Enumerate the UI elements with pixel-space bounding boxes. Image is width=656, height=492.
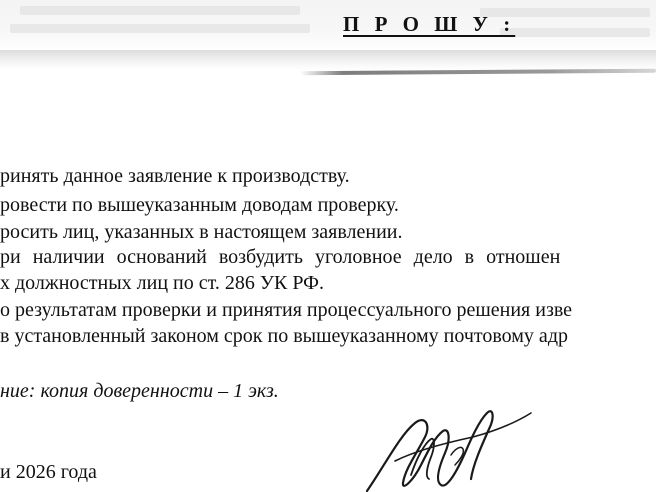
request-item-5: о результатам проверки и принятия процессуального решения изве bbox=[0, 299, 573, 321]
signature bbox=[355, 395, 555, 492]
page-fold-shadow bbox=[0, 50, 656, 70]
request-item-1: ринять данное заявление к производству. bbox=[0, 165, 350, 187]
request-item-3: росить лиц, указанных в настоящем заявлении. bbox=[0, 221, 403, 243]
page-title: П Р О Ш У : bbox=[343, 12, 516, 36]
attachment-note: ние: копия доверенности – 1 экз. bbox=[0, 380, 279, 402]
request-item-2: ровести по вышеуказанным доводам проверку. bbox=[0, 194, 399, 216]
reverse-side-show-through bbox=[0, 0, 656, 52]
request-item-4-continued: х должностных лиц по ст. 286 УК РФ. bbox=[0, 272, 324, 294]
request-item-4: ри наличии оснований возбудить уголовное дело в отношен bbox=[0, 246, 561, 268]
request-item-5-continued: в установленный законом срок по вышеуказанному почтовому адр bbox=[0, 325, 568, 347]
document-date: и 2026 года bbox=[0, 461, 97, 483]
